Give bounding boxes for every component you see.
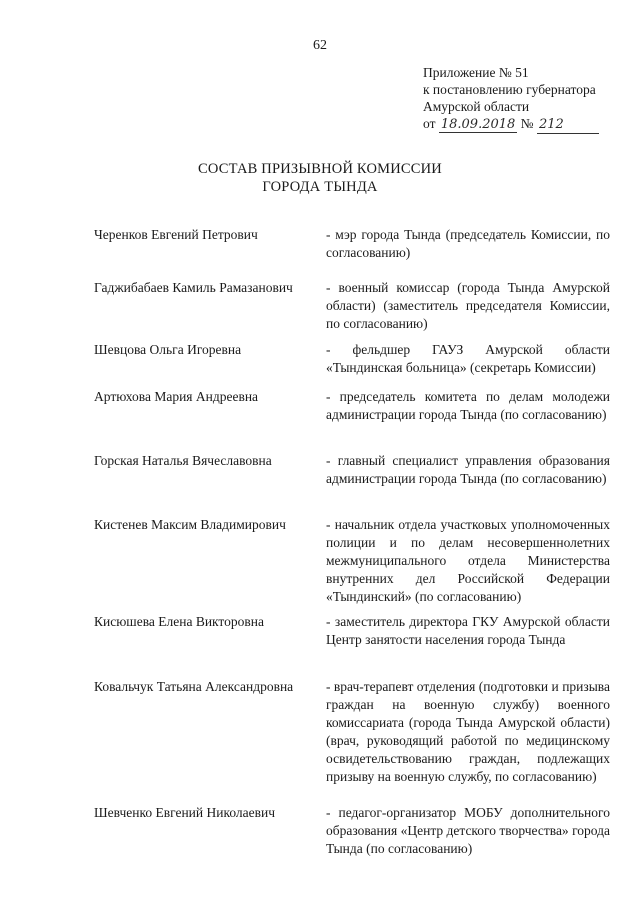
title-line-1: СОСТАВ ПРИЗЫВНОЙ КОМИССИИ <box>198 161 442 177</box>
appendix-reference: к постановлению губернатора <box>423 82 596 97</box>
member-name: Ковальчук Татьяна Александровна <box>94 679 294 694</box>
title-line-2: ГОРОДА ТЫНДА <box>262 179 378 195</box>
member-name: Кисюшева Елена Викторовна <box>94 614 264 629</box>
member-role: - педагог-организатор МОБУ дополнительного образования «Центр детского творчества» города Тында (по согласованию) <box>326 805 610 856</box>
member-name: Артюхова Мария Андреевна <box>94 389 259 404</box>
member-role: - председатель комитета по делам молодежи администрации города Тында (по согласованию) <box>326 389 610 422</box>
member-role: - военный комиссар (города Тында Амурской области) (заместитель председателя Комиссии, по согласованию) <box>326 280 610 331</box>
appendix-title: Приложение № 51 <box>423 65 529 80</box>
member-role: - врач-терапевт отделения (подготовки и призыва граждан на военную службу) военного комиссариата (города Тында Амурской области) (врач, руководящий работой по медицинскому освидетельствованию граждан, подлежащих призыву на военную службу, по согласованию) <box>326 679 610 784</box>
member-role: - заместитель директора ГКУ Амурской области Центр занятости населения города Тында <box>326 614 610 647</box>
member-role: - начальник отдела участковых уполномоченных полиции и по делам несовершеннолетних межмуниципального отдела Министерства внутренних дел Российской Федерации «Тындинский» (по согласованию) <box>326 517 610 604</box>
member-name: Кистенев Максим Владимирович <box>94 517 286 532</box>
member-name: Гаджибабаев Камиль Рамазанович <box>94 280 293 295</box>
appendix-region: Амурской области <box>423 99 530 114</box>
number-prefix: № <box>520 116 534 131</box>
member-role: - главный специалист управления образования администрации города Тында (по согласованию) <box>326 453 610 486</box>
appendix-date-line <box>423 115 599 134</box>
handwritten-number: 212 <box>537 116 599 134</box>
page-number: 62 <box>313 38 327 53</box>
handwritten-date: 18.09.2018 <box>440 117 516 132</box>
date-prefix: от <box>423 116 436 131</box>
member-name: Шевцова Ольга Игоревна <box>94 342 242 357</box>
member-name: Шевченко Евгений Николаевич <box>94 805 276 820</box>
member-name: Черенков Евгений Петрович <box>94 227 258 242</box>
member-role: - мэр города Тында (председатель Комиссии, по согласованию) <box>326 227 610 260</box>
document-title <box>0 160 640 196</box>
member-name: Горская Наталья Вячеславовна <box>94 453 272 468</box>
appendix-header <box>423 64 599 134</box>
member-role: - фельдшер ГАУЗ Амурской области «Тындинская больница» (секретарь Комиссии) <box>326 342 610 375</box>
